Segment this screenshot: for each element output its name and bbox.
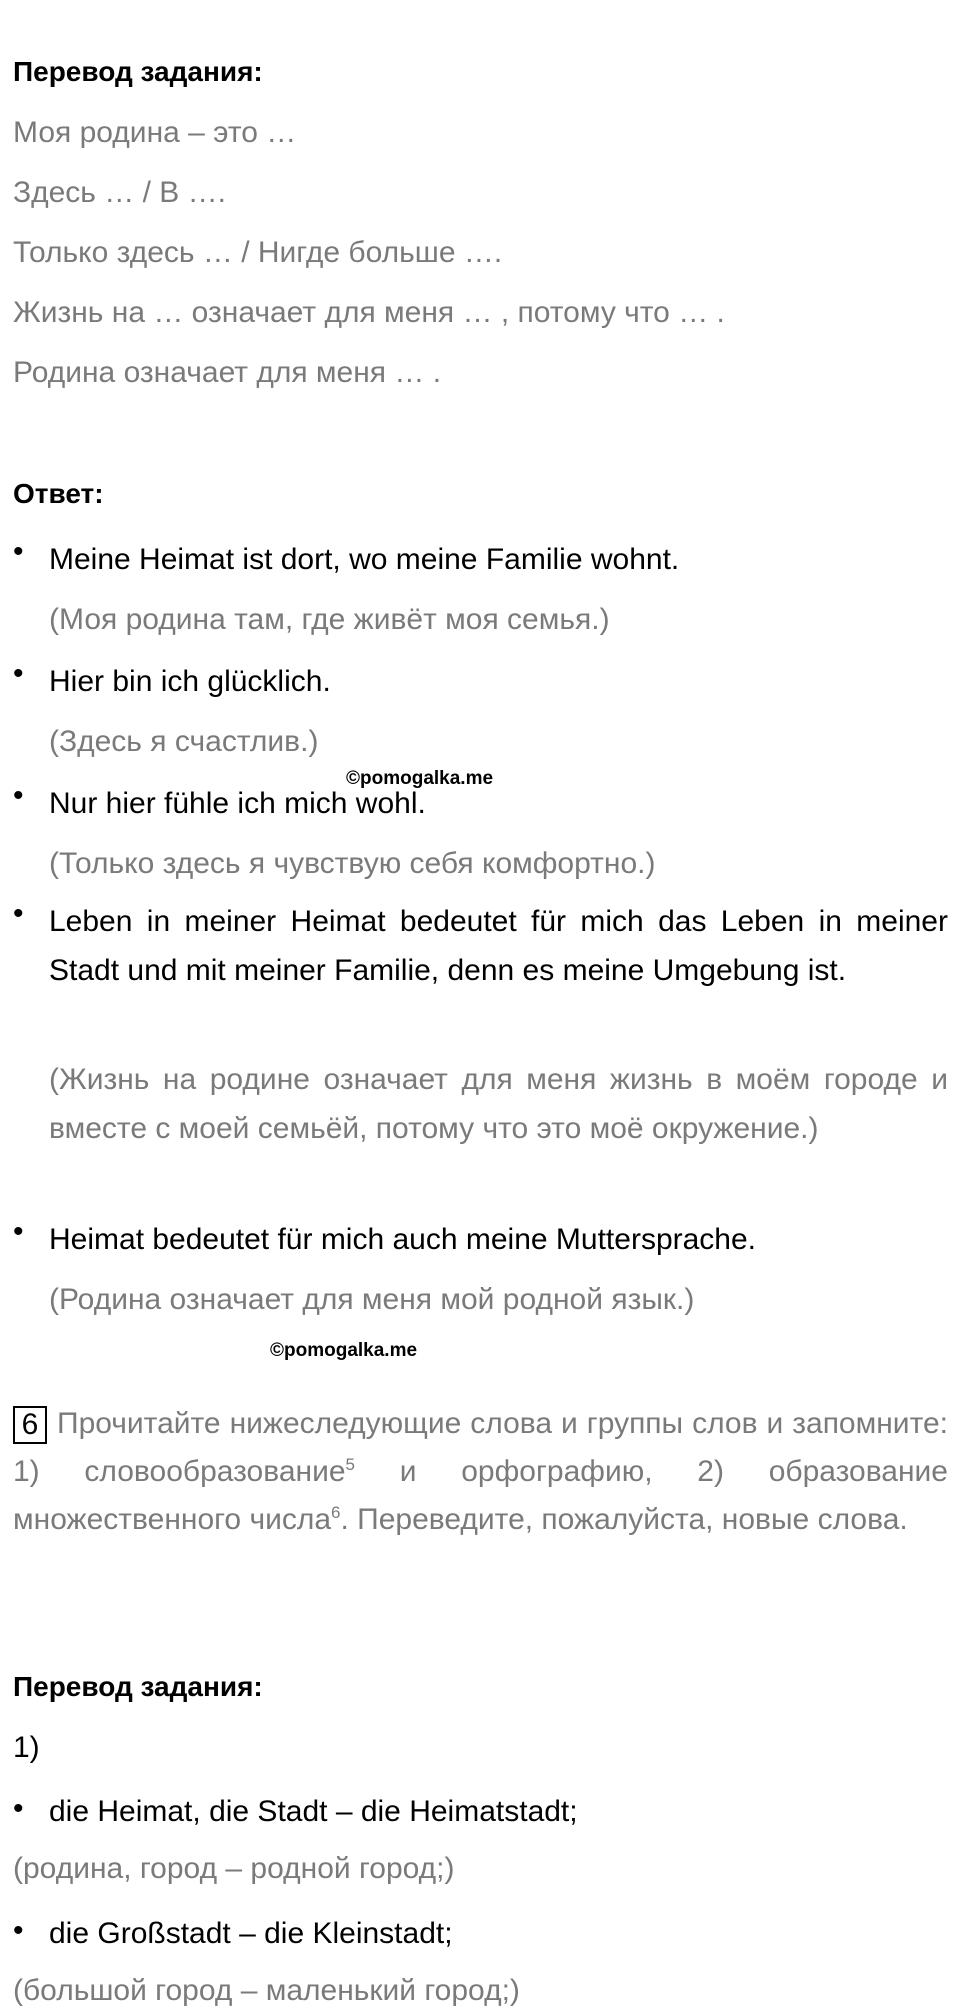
translation-line: Здесь … / В ….: [13, 176, 226, 209]
watermark: ©pomogalka.me: [270, 1340, 418, 1361]
task-text: и орфографию, 2) образование множественного числа: [13, 1455, 948, 1536]
answer-item: [13, 779, 948, 828]
bullet-icon: [13, 1914, 43, 1948]
translation-line: Жизнь на … означает для меня … , потому что … .: [13, 296, 725, 329]
answer-german: Meine Heimat ist dort, wo meine Familie wohnt.: [49, 543, 680, 576]
answer-heading: Ответ:: [13, 478, 104, 509]
answer-item: [13, 657, 948, 706]
translation-line: Только здесь … / Нигде больше ….: [13, 236, 503, 269]
answer-russian: (Здесь я счастлив.): [49, 725, 319, 758]
answer-item: [13, 535, 948, 584]
answer-russian: (Моя родина там, где живёт моя семья.): [49, 603, 610, 636]
watermark: ©pomogalka.me: [346, 768, 494, 789]
answer-russian: (Только здесь я чувствую себя комфортно.): [49, 847, 656, 880]
bullet-icon: [13, 1215, 43, 1249]
word-german: die Großstadt – die Kleinstadt;: [49, 1917, 453, 1950]
word-item: [13, 1914, 948, 1954]
task-number: 6: [13, 1406, 47, 1444]
task-text: . Переведите, пожалуйста, новые слова.: [340, 1503, 908, 1536]
answer-german: Heimat bedeutet für mich auch meine Muttersprache.: [49, 1223, 757, 1256]
word-russian: (родина, город – родной город;): [13, 1852, 455, 1885]
answer-german: Leben in meiner Heimat bedeutet für mich das Leben in meiner Stadt und mit meiner Familie, denn es meine Umgebung ist.: [49, 905, 948, 987]
word-german: die Heimat, die Stadt – die Heimatstadt;: [49, 1795, 578, 1828]
answer-german: Nur hier fühle ich mich wohl.: [49, 787, 426, 820]
footnote-ref: 5: [345, 1455, 355, 1474]
translation-line: Моя родина – это …: [13, 116, 297, 149]
bullet-icon: [13, 779, 43, 813]
sub-number: 1): [13, 1731, 40, 1764]
bullet-icon: [13, 897, 43, 931]
task-6: [13, 1400, 948, 1544]
answer-russian: (Жизнь на родине означает для меня жизнь в моём городе и вместе с моей семьёй, потому что это моё окружение.): [49, 1063, 948, 1145]
translation-line: Родина означает для меня … .: [13, 356, 442, 389]
answer-russian: (Родина означает для меня мой родной язык.): [49, 1283, 695, 1316]
answer-german: Hier bin ich glücklich.: [49, 665, 331, 698]
answer-item: [13, 1215, 948, 1264]
bullet-icon: [13, 1792, 43, 1826]
task-text: Прочитайте нижеследующие слова и группы слов и запомните: 1) словообразование: [13, 1407, 948, 1488]
bullet-icon: [13, 535, 43, 569]
word-item: [13, 1792, 948, 1832]
footnote-ref: 6: [331, 1503, 341, 1522]
section-heading: Перевод задания:: [13, 56, 263, 87]
section-heading: Перевод задания:: [13, 1671, 263, 1702]
bullet-icon: [13, 657, 43, 691]
word-russian: (большой город – маленький город;): [13, 1974, 520, 2007]
answer-item: [13, 897, 948, 995]
